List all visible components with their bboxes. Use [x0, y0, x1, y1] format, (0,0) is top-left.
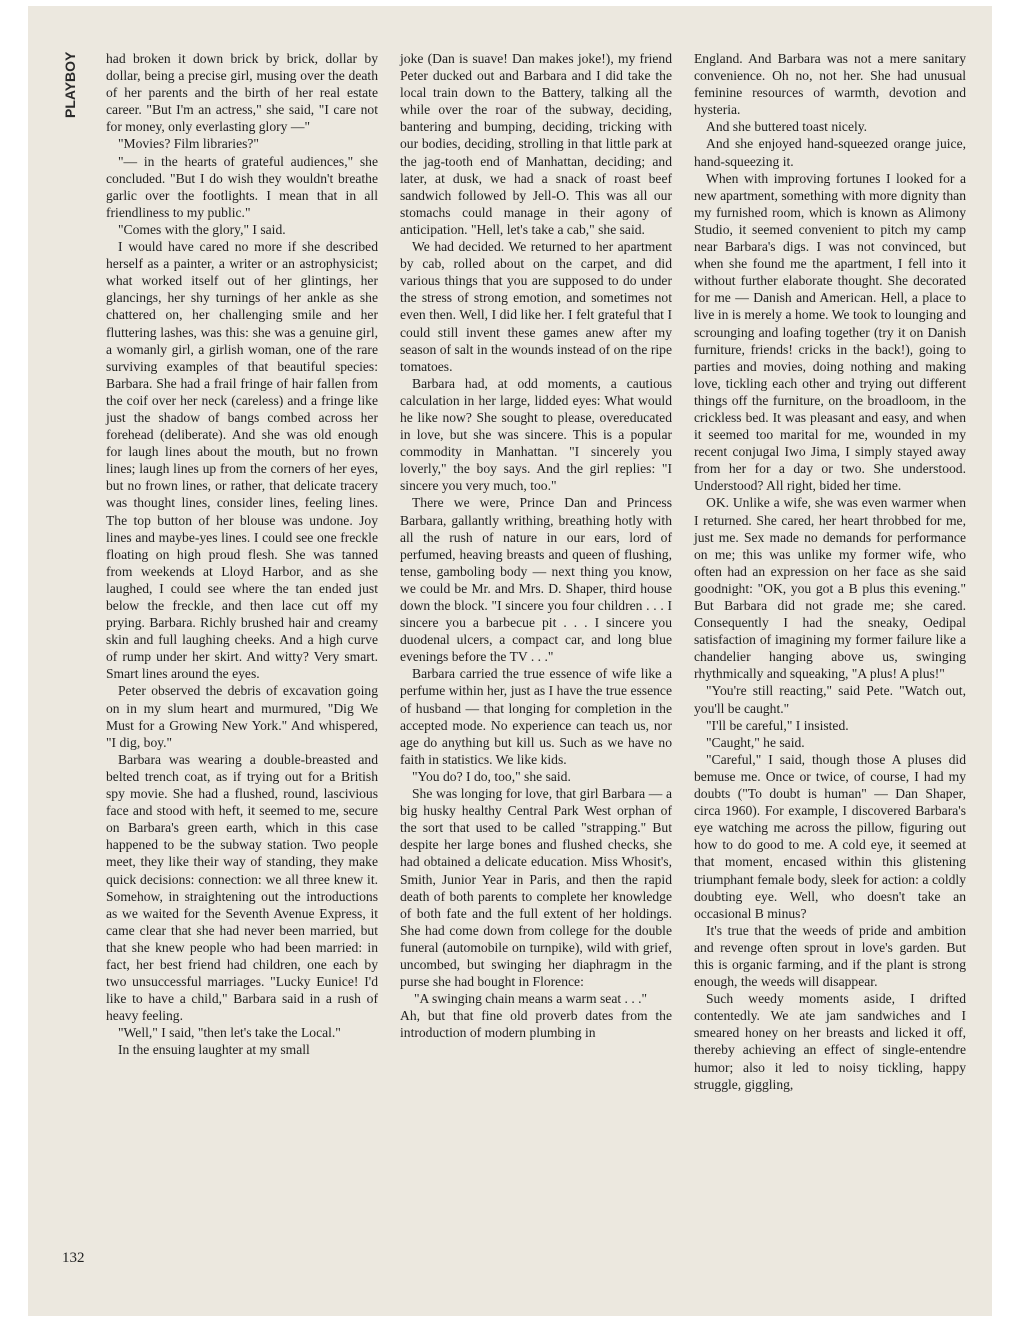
- paragraph: OK. Unlike a wife, she was even warmer when I returned. She cared, her heart throbbed for me, just me. Sex made no demands for performance on me; this was unlike my former wife, who often had an expression on her face as she said goodnight: "OK, you got a B plus this evening." But Barbara did not grade me; she cared. Consequently I had the sneaky, Oedipal satisfaction of imagining my former failure like a chandelier hanging above us, swinging rhythmically and squeaking, "A plus! A plus!": [694, 495, 966, 682]
- paragraph: "Caught," he said.: [706, 734, 805, 750]
- paragraph: Such weedy moments aside, I drifted contentedly. We ate jam sandwiches and I smeared honey on her breasts and licked it off, thereby achieving an effect of single-entendre humor; also it led to noisy tickling, happy struggle, giggling,: [694, 991, 966, 1092]
- text-column-1: [106, 50, 378, 1059]
- paragraph: Peter observed the debris of excavation going on in my slum heart and murmured, "Dig We Must for a Growing New York." And whispered, "I dig, boy.": [106, 683, 378, 750]
- paragraph: There we were, Prince Dan and Princess Barbara, gallantly writhing, breathing hotly with all the rush of nature in our ears, lord of perfumed, heaving breasts and queen of flushing, tense, gamboling body — next thing you know, we could be Mr. and Mrs. D. Shaper, third house down the block. "I sincere you four children . . . I sincere you a barbecue pit . . . I sincere you duodenal ulcers, a compact car, and long blue evenings before the TV . . .": [400, 495, 672, 665]
- paragraph: Barbara carried the true essence of wife like a perfume within her, just as I have the true essence of husband — that longing for completion in the accepted mode. No experience can teach us, nor age do anything but kill us. Such as we have no faith in statistics. We like kids.: [400, 666, 672, 767]
- paragraph: Barbara had, at odd moments, a cautious calculation in her large, lidded eyes: What would he like now? She sought to please, overeducated in love, but she was sincere. This is a popular commodity in Manhattan. "I sincerely you loverly," the boy says. And the girl replies: "I sincere you very much, too.": [400, 375, 672, 494]
- paragraph: "Movies? Film libraries?": [118, 136, 259, 152]
- paragraph: "Well," I said, "then let's take the Local.": [118, 1025, 341, 1041]
- paragraph: "You do? I do, too," she said.: [412, 768, 571, 784]
- paragraph: "Comes with the glory," I said.: [118, 221, 286, 237]
- paragraph: And she enjoyed hand-squeezed orange juice, hand-squeezing it.: [694, 136, 966, 169]
- paragraph: She was longing for love, that girl Barbara — a big husky healthy Central Park West orphan of the sort that used to be called "strapping." But despite her large bones and flushed checks, she had obtained a delicate education. Miss Whosit's, Smith, Junior Year in Paris, and then the rapid death of both parents to complete her knowledge of both fate and the full extent of her holdings. She had come down from college for the double funeral (automobile on turnpike), wild with grief, uncombed, but swinging her diaphragm in the purse she had bought in Florence:: [400, 786, 672, 990]
- paragraph: When with improving fortunes I looked for a new apartment, something with more dignity than my furnished room, which is known as Alimony Studio, it seemed convenient to pitch my camp near Barbara's digs. I was not convinced, but when she found me the apartment, I fell into it without further elaborate thought. She decorated for me — Danish and American. Hell, a place to live in is merely a home. We took to lounging and scrounging and loafing together (try it on Danish furniture, friends! cricks in the back!), going to parties and movies, doing nothing and making love, tickling each other and trying out different things off the furniture, on the broadloom, in the crickless bed. It was pleasant and easy, and when it seemed too marital for me, wounded in my recent conjugal Iwo Jima, I simply stayed away from her for a day or two. She understood. Understood? All right, bided her time.: [694, 170, 966, 494]
- paragraph: "Careful," I said, though those A pluses did bemuse me. Once or twice, of course, I had my doubts ("To doubt is human" — Dan Shaper, circa 1960). For example, I discovered Barbara's eye watching me across the pillow, figuring out how to do good to me. A cold eye, it seemed at that moment, encased within this glistening triumphant female body, sleek for action: a coldly doubting eye. Well, who doesn't take an occasional B minus?: [694, 751, 966, 921]
- page-number: 132: [62, 1250, 85, 1266]
- text-column-3: [694, 50, 966, 1093]
- paragraph: "You're still reacting," said Pete. "Watch out, you'll be caught.": [694, 683, 966, 716]
- paragraph: And she buttered toast nicely.: [706, 119, 868, 135]
- paragraph: "— in the hearts of grateful audiences," she concluded. "But I do wish they wouldn't breathe garlic over the footlights. I mean that in all friendliness to my public.": [106, 153, 378, 220]
- paragraph: Barbara was wearing a double-breasted and belted trench coat, as if trying out for a British spy movie. She had a flushed, round, lascivious face and stood with heft, it seemed to me, secure on Barbara's green earth, which in this case happened to be the subway station. Two people meet, they like their way of standing, they make quick decisions: connection: we all three knew it. Somehow, in straightening out the introductions as we waited for the Seventh Avenue Express, it came clear that she had never been married, but that she knew people who had been married: in fact, her best friend had children, one each by two unsuccessful marriages. "Lucky Eunice! I'd like to have a child," Barbara said in a rush of heavy feeling.: [106, 751, 378, 1024]
- paragraph: It's true that the weeds of pride and ambition and revenge often sprout in love's garden. But this is organic farming, and if the plant is strong enough, the weeds will disappear.: [694, 922, 966, 990]
- paragraph: "I'll be careful," I insisted.: [706, 717, 849, 733]
- text-column-2: [400, 50, 672, 1041]
- paragraph: In the ensuing laughter at my small: [118, 1042, 310, 1058]
- paragraph: "A swinging chain means a warm seat . . .": [414, 991, 648, 1007]
- paragraph: joke (Dan is suave! Dan makes joke!), my friend Peter ducked out and Barbara and I did take the local train down to the Battery, talking all the while over the roar of the subway, deciding, bantering and bumping, deciding, tricking with our bodies, deciding, strolling in that little park at the jag-tooth end of Manhattan, deciding; and later, at dusk, we had a snack of roast beef sandwich followed by Jell-O. This was all our stomachs could manage in their agony of anticipation. "Hell, let's take a cab," she said.: [400, 51, 672, 237]
- magazine-page: [28, 6, 992, 1316]
- paragraph: I would have cared no more if she described herself as a painter, a writer or an astrophysicist; what worked itself out of her glintings, her glancings, her shy turnings of her ankle as she chattered on, her challenging smile and her fluttering lashes, was this: she was a genuine girl, a womanly girl, a girlish woman, one of the rare surviving examples of that beautiful species: Barbara. She had a frail fringe of hair fallen from the coif over her neck (careless) and a fringe like just the shadow of bangs combed across her forehead (deliberate). And she was old enough for laugh lines about the mouth, but no frown lines; laugh lines up from the corners of her eyes, but no frown lines, or rather, that delicate tracery was thought lines, consider lines, feeling lines. The top button of her blouse was undone. Joy lines and maybe-yes lines. I could see one freckle floating on high proud flesh. She was tanned from weekends at Lloyd Harbor, and as she laughed, I could see where the tan ended just below the freckle, and then lace cut off my prying. Barbara. Richly brushed hair and creamy skin and full laughing cheeks. And a high curve of rump under her skirt. And witty? Very smart. Smart lines around the eyes.: [106, 239, 378, 682]
- paragraph: had broken it down brick by brick, dollar by dollar, being a precise girl, musing over the death of her parents and the birth of her real estate career. "But I'm an actress," she said, "I care not for money, only everlasting glory —": [106, 51, 378, 135]
- paragraph: Ah, but that fine old proverb dates from the introduction of modern plumbing in: [400, 1008, 672, 1041]
- magazine-running-head: PLAYBOY: [62, 52, 78, 119]
- paragraph: We had decided. We returned to her apartment by cab, rolled about on the carpet, and did various things that you are supposed to do under the stress of strong emotion, and sometimes not even then. Well, I did like her. I felt grateful that I could still invent these games anew after my season of salt in the wounds instead of on the ripe tomatoes.: [400, 239, 672, 374]
- paragraph: England. And Barbara was not a mere sanitary convenience. Oh no, not her. She had unusual feminine resources of warmth, devotion and hysteria.: [694, 51, 966, 118]
